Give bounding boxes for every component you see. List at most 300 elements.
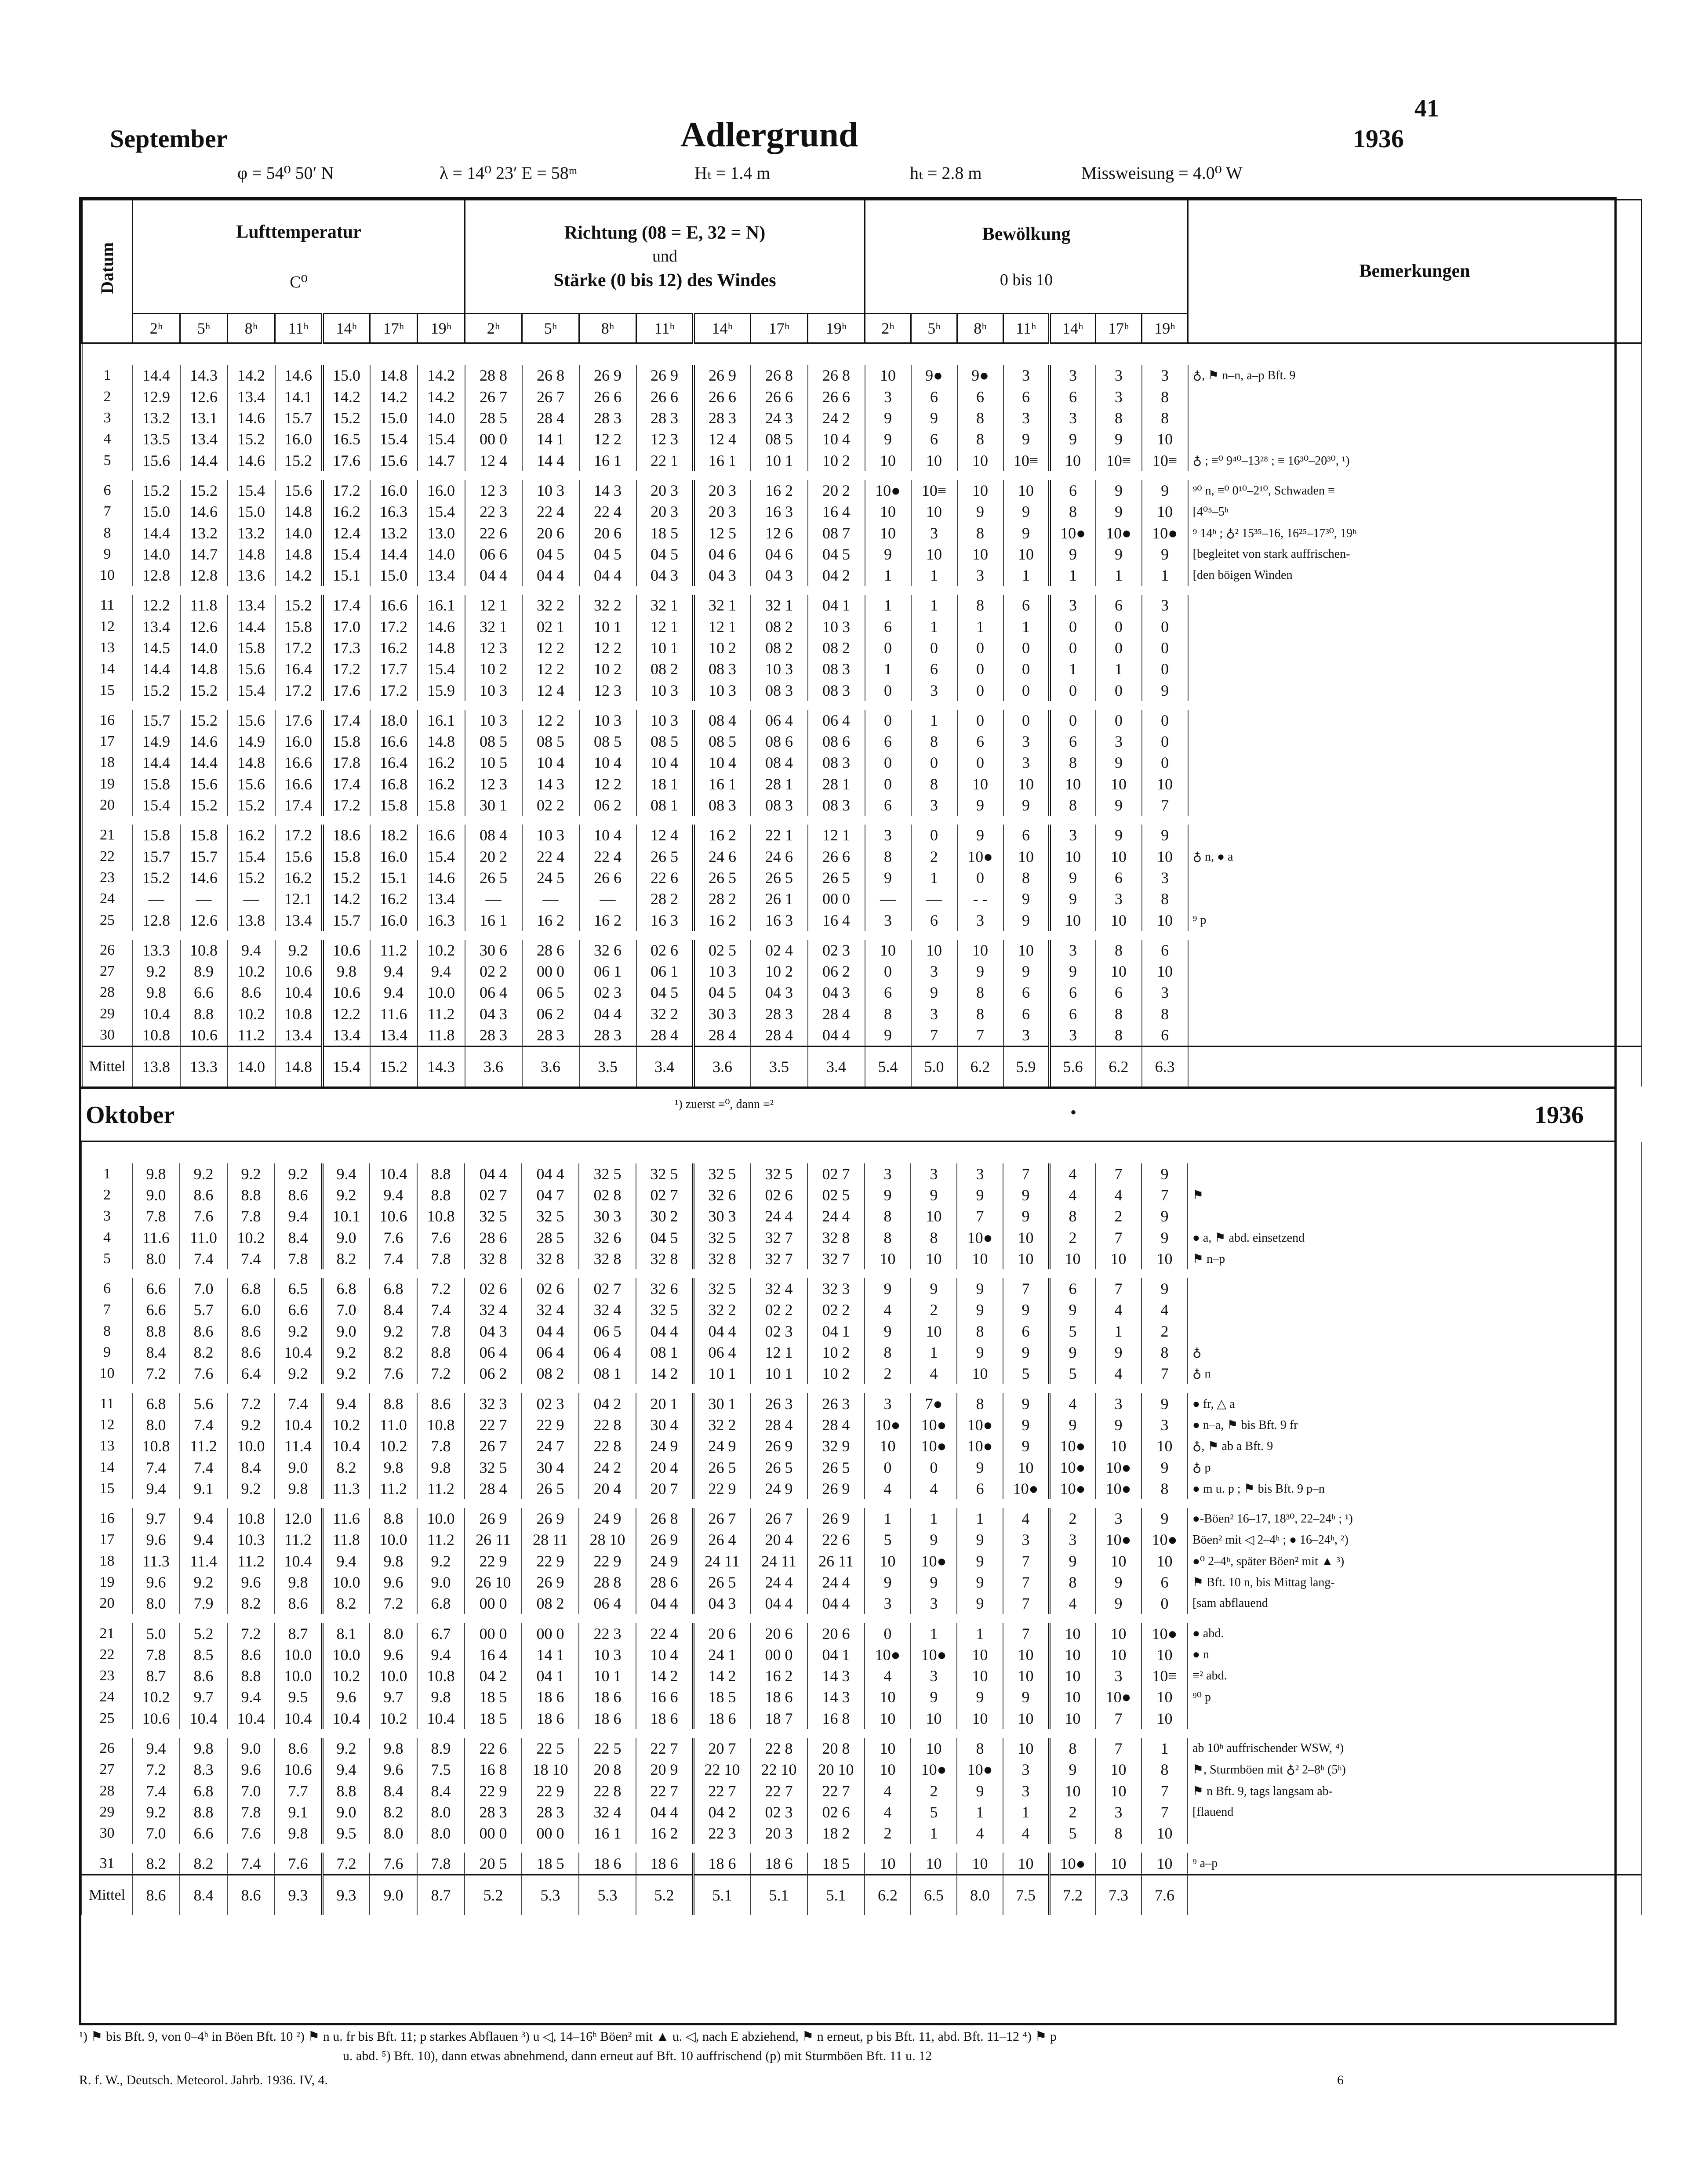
temperature-cell: 14.4 (180, 450, 228, 471)
cloud-cell: 8 (1049, 1738, 1095, 1759)
mean-cell: 15.4 (323, 1047, 370, 1087)
temperature-cell: 11.0 (180, 1227, 227, 1248)
temp-hour-header: 8ʰ (228, 314, 275, 343)
wind-cell: 06 4 (465, 1342, 522, 1363)
temperature-cell: 10.8 (133, 1025, 180, 1047)
temperature-cell: 15.4 (323, 544, 370, 565)
temperature-cell: 9.8 (370, 1551, 417, 1572)
october-header (81, 1087, 1614, 1142)
temperature-cell: 7.0 (132, 1823, 180, 1844)
cloud-cell: 9 (1003, 1686, 1049, 1708)
table-row (82, 616, 1642, 637)
temperature-cell: 14.2 (370, 386, 418, 407)
gap-cell (82, 1499, 1641, 1508)
mean-cell: 5.6 (1050, 1047, 1096, 1087)
wind-cell: 10 4 (636, 752, 694, 773)
temperature-cell: 9.8 (132, 1163, 180, 1185)
temperature-cell: 8.8 (370, 1393, 417, 1414)
cloud-cell: 10 (1142, 961, 1188, 982)
temperature-cell: 7.8 (227, 1802, 275, 1823)
cloud-cell: 7 (1003, 1163, 1049, 1185)
footnote-line-1: ¹) ⚑ bis Bft. 9, von 0–4ʰ in Böen Bft. 10 ²) ⚑ n u. fr bis Bft. 11; p starkes Abflauen ³) u ◁, 14–16ʰ Böen² mit ▲ u. ◁, nach E abziehend, ⚑ n erneut, p bis Bft. 11, abd. Bft. 11–12 ⁴) ⚑ p (79, 2029, 1057, 2044)
wind-cell: 06 4 (751, 710, 808, 731)
cloud-cell: 4 (1095, 1299, 1141, 1320)
day-cell: 3 (82, 1206, 132, 1227)
wind-cell: 08 2 (751, 637, 808, 658)
cloud-cell: 0 (1003, 680, 1050, 701)
wind-cell: 24 2 (808, 407, 865, 429)
cloud-cell: 3 (911, 1003, 957, 1025)
wind-cell: 04 5 (636, 982, 694, 1003)
wind-hour-header: 17ʰ (751, 314, 808, 343)
table-row (82, 1206, 1641, 1227)
wind-cell: 16 4 (808, 501, 865, 522)
september-footnote: ¹) zuerst ≡⁰, dann ≡² (675, 1097, 774, 1112)
temperature-cell: 14.8 (418, 637, 465, 658)
temperature-cell: 12.4 (323, 522, 370, 543)
wind-cell: 08 3 (808, 658, 865, 680)
temperature-cell: 14.6 (228, 407, 275, 429)
wind-cell: 18 2 (807, 1823, 865, 1844)
temperature-cell: 13.2 (370, 522, 418, 543)
temperature-cell: 11.6 (132, 1227, 180, 1248)
wind-cell: 04 4 (636, 1802, 693, 1823)
temperature-cell: 17.2 (323, 658, 370, 680)
temperature-cell: 6.6 (132, 1278, 180, 1299)
day-cell: 25 (82, 1708, 132, 1729)
wind-cell: 28 6 (522, 940, 579, 961)
gap-cell (82, 701, 1642, 710)
cloud-cell: 4 (911, 1363, 957, 1384)
cloud-cell: 2 (1049, 1508, 1095, 1529)
wind-cell: 24 6 (694, 846, 751, 867)
wind-cell: 12 3 (636, 429, 694, 450)
cloud-cell: 10● (1141, 1623, 1188, 1644)
temperature-cell: 11.6 (370, 1003, 418, 1025)
wind-cell: 04 4 (465, 565, 522, 586)
cloud-cell: 9 (957, 1342, 1003, 1363)
group-gap-row (82, 1499, 1641, 1508)
cloud-cell: 10 (1096, 909, 1142, 930)
year-title: 1936 (1353, 124, 1404, 153)
wind-cell: 04 3 (465, 1321, 522, 1342)
cloud-cell: 9 (865, 429, 911, 450)
wind-cell: 00 0 (465, 1593, 522, 1614)
temperature-cell: 16.0 (370, 846, 418, 867)
temperature-cell: 9.1 (180, 1478, 227, 1499)
cloud-cell: 10● (1141, 1529, 1188, 1550)
temperature-cell: 9.4 (370, 961, 418, 982)
temperature-cell: 6.8 (132, 1393, 180, 1414)
temperature-cell: 9.4 (418, 961, 465, 982)
remark-cell: ⁹ p (1188, 909, 1642, 930)
cloud-cell: 7 (1095, 1227, 1141, 1248)
cloud-cell: 9 (1050, 544, 1096, 565)
mean-cell: 8.0 (957, 1875, 1003, 1915)
cloud-cell: 8 (911, 1227, 957, 1248)
day-cell: 2 (82, 386, 133, 407)
temperature-cell: 5.6 (180, 1393, 227, 1414)
mean-cell: 5.3 (579, 1875, 636, 1915)
table-row (82, 637, 1642, 658)
day-cell: 23 (82, 867, 133, 888)
cloud-cell: 9 (1050, 961, 1096, 982)
temperature-cell: 15.7 (275, 407, 323, 429)
cloud-cell: 10 (865, 365, 911, 386)
wind-cell: 24 9 (693, 1435, 750, 1457)
wind-cell: 22 4 (522, 846, 579, 867)
cloud-cell: 10 (911, 940, 957, 961)
table-row (82, 1508, 1641, 1529)
remark-cell: [flauend (1188, 1802, 1641, 1823)
temperature-cell: 13.5 (133, 429, 180, 450)
remark-cell (1188, 1708, 1641, 1729)
table-row (82, 480, 1642, 501)
remark-cell (1188, 1299, 1641, 1320)
table-row (82, 1457, 1641, 1478)
cloud-cell: 0 (911, 825, 957, 846)
cloud-cell: 10 (1142, 909, 1188, 930)
remark-cell (1188, 680, 1642, 701)
temperature-cell: 8.4 (227, 1457, 275, 1478)
wind-cell: 08 2 (808, 637, 865, 658)
cloud-cell: 10 (911, 1206, 957, 1227)
cloud-cell: 6 (1141, 1572, 1188, 1593)
temperature-cell: 9.0 (322, 1802, 370, 1823)
temperature-cell: 8.8 (180, 1003, 228, 1025)
wind-cell: 00 0 (465, 429, 522, 450)
day-cell: 7 (82, 1299, 132, 1320)
wind-cell: 10 4 (579, 752, 636, 773)
temp-hour-header: 2ʰ (133, 314, 180, 343)
temperature-cell: 12.9 (133, 386, 180, 407)
temperature-cell: 9.6 (370, 1572, 417, 1593)
table-row (82, 1708, 1641, 1729)
cloud-cell: 10● (1095, 1478, 1141, 1499)
temperature-cell: 9.0 (417, 1572, 465, 1593)
wind-cell: 06 2 (808, 961, 865, 982)
temperature-cell: 18.6 (323, 825, 370, 846)
cloud-cell: 3 (957, 909, 1003, 930)
wind-cell: 02 7 (465, 1185, 522, 1206)
temperature-cell: 14.4 (133, 752, 180, 773)
temperature-cell: 12.8 (180, 565, 228, 586)
day-cell: 18 (82, 752, 133, 773)
cloud-cell: 1 (1003, 616, 1050, 637)
wind-cell: 02 3 (808, 940, 865, 961)
temperature-cell: 7.2 (132, 1363, 180, 1384)
temperature-cell: 17.2 (275, 680, 323, 701)
day-cell: 10 (82, 565, 133, 586)
temperature-cell: 9.8 (323, 961, 370, 982)
wind-cell: 28 10 (579, 1529, 636, 1550)
cloud-cell: 8 (1141, 1342, 1188, 1363)
cloud-cell: 0 (911, 637, 957, 658)
wind-cell: 04 2 (465, 1665, 522, 1686)
wind-cell: 22 7 (636, 1738, 693, 1759)
cloud-cell: - - (957, 888, 1003, 909)
wind-cell: 08 3 (808, 752, 865, 773)
cloud-cell: 6 (865, 731, 911, 752)
wind-cell: 26 11 (465, 1529, 522, 1550)
temperature-cell: 15.4 (228, 680, 275, 701)
group-gap-row (82, 816, 1642, 825)
remark-cell (1188, 1278, 1641, 1299)
temperature-cell: 9.4 (180, 1508, 227, 1529)
temperature-cell: 12.6 (180, 616, 228, 637)
temperature-cell: 17.4 (323, 710, 370, 731)
temperature-cell: 10.6 (180, 1025, 228, 1047)
temperature-cell: 9.4 (322, 1551, 370, 1572)
cloud-cell: 7 (1003, 1593, 1049, 1614)
temperature-cell: 15.1 (370, 867, 418, 888)
mean-remark-cell (1188, 1047, 1642, 1087)
temperature-cell: 9.2 (417, 1551, 465, 1572)
temperature-cell: 9.2 (322, 1342, 370, 1363)
cloud-cell: 10 (865, 1738, 911, 1759)
group-gap-row (82, 1269, 1641, 1278)
table-row (82, 1802, 1641, 1823)
temperature-cell: 14.8 (228, 752, 275, 773)
cloud-cell: 9 (957, 1185, 1003, 1206)
cloud-cell: 1 (865, 1508, 911, 1529)
temperature-cell: 14.7 (418, 450, 465, 471)
temperature-cell: 6.6 (180, 1823, 227, 1844)
temperature-cell: 13.3 (133, 940, 180, 961)
remark-cell (1188, 658, 1642, 680)
temperature-cell: 7.8 (275, 1248, 322, 1269)
cloud-cell: 9 (1003, 1206, 1049, 1227)
cloud-cell: 6 (865, 795, 911, 816)
temperature-cell: 7.8 (132, 1644, 180, 1665)
temperature-cell: 8.6 (180, 1665, 227, 1686)
cloud-cell: 9 (1003, 909, 1050, 930)
table-row (82, 1163, 1641, 1185)
remark-cell (1188, 940, 1642, 961)
temperature-cell: 7.5 (417, 1759, 465, 1780)
wind-cell: 22 5 (522, 1738, 579, 1759)
day-cell: 28 (82, 982, 133, 1003)
wind-cell: 26 9 (465, 1508, 522, 1529)
temperature-cell: 15.8 (370, 795, 418, 816)
cloud-cell: 4 (1095, 1363, 1141, 1384)
cloud-cell: 10 (1141, 1686, 1188, 1708)
temperature-cell: 12.6 (180, 386, 228, 407)
cloud-cell: 8 (865, 846, 911, 867)
cloud-cell: 10 (1095, 1853, 1141, 1875)
cloud-cell: 10 (1095, 1759, 1141, 1780)
wind-cell: 06 1 (636, 961, 694, 982)
table-row (82, 1393, 1641, 1414)
temperature-cell: 8.8 (180, 1802, 227, 1823)
wind-cell: 16 2 (750, 1665, 807, 1686)
wind-cell: 12 6 (751, 522, 808, 543)
wind-cell: 24 4 (750, 1206, 807, 1227)
mean-row (82, 1047, 1642, 1087)
wind-cell: 30 4 (522, 1457, 579, 1478)
wind-cell: 08 2 (751, 616, 808, 637)
cloud-cell: 0 (1141, 1593, 1188, 1614)
cloud-cell: 9 (1050, 429, 1096, 450)
temperature-cell: 8.8 (132, 1321, 180, 1342)
wind-cell: 20 3 (694, 501, 751, 522)
temperature-cell: 14.2 (228, 365, 275, 386)
temperature-cell: 9.8 (417, 1457, 465, 1478)
wind-cell: 10 3 (694, 961, 751, 982)
wind-cell: 26 8 (808, 365, 865, 386)
temperature-cell: 7.8 (417, 1435, 465, 1457)
temperature-cell: 8.3 (180, 1759, 227, 1780)
cloud-cell: 0 (957, 710, 1003, 731)
wind-cell: 02 3 (579, 982, 636, 1003)
wind-cell: 32 1 (636, 595, 694, 616)
october-year: 1936 (1534, 1101, 1584, 1129)
cloud-cell: 10 (1049, 1644, 1095, 1665)
temperature-cell: 10.0 (370, 1665, 417, 1686)
temperature-cell: 10.8 (180, 940, 228, 961)
temperature-cell: 10.2 (322, 1665, 370, 1686)
table-row (82, 774, 1642, 795)
wind-cell: 22 3 (693, 1823, 750, 1844)
cloud-cell: 10 (911, 544, 957, 565)
temperature-cell: 8.2 (322, 1593, 370, 1614)
wind-cell: 24 11 (750, 1551, 807, 1572)
temperature-cell: 13.4 (418, 565, 465, 586)
table-row (82, 1227, 1641, 1248)
temperature-cell: 16.2 (228, 825, 275, 846)
cloud-cell: 9 (1049, 1759, 1095, 1780)
remark-cell (1188, 595, 1642, 616)
temperature-cell: 14.5 (133, 637, 180, 658)
temperature-cell: 11.2 (417, 1529, 465, 1550)
wind-cell: 32 1 (465, 616, 522, 637)
wind-cell: 32 5 (636, 1163, 693, 1185)
wind-cell: 26 6 (579, 386, 636, 407)
wind-cell: 26 5 (522, 1478, 579, 1499)
day-cell: 26 (82, 940, 133, 961)
wind-cell: 16 4 (465, 1644, 522, 1665)
table-row (82, 1781, 1641, 1802)
wind-cell: 22 8 (579, 1781, 636, 1802)
cloud-cell: 7 (1095, 1708, 1141, 1729)
cloud-cell: 4 (865, 1478, 911, 1499)
wind-cell: 22 9 (522, 1551, 579, 1572)
temp-hour-header: 17ʰ (370, 314, 418, 343)
cloud-cell: 6 (1050, 982, 1096, 1003)
cloud-cell: 3 (911, 522, 957, 543)
cloud-cell: 6 (1003, 386, 1050, 407)
cloud-cell: 6 (1003, 825, 1050, 846)
remark-cell: ⁹ a–p (1188, 1853, 1641, 1875)
wind-cell: 16 6 (636, 1686, 693, 1708)
temperature-cell: 8.1 (322, 1623, 370, 1644)
temperature-cell: 7.0 (227, 1781, 275, 1802)
wind-cell: 00 0 (522, 1823, 579, 1844)
temperature-cell: 11.2 (370, 1478, 417, 1499)
temperature-cell: 8.2 (180, 1342, 227, 1363)
temperature-cell: 7.2 (417, 1278, 465, 1299)
day-cell: 8 (82, 1321, 132, 1342)
wind-cell: 24 4 (750, 1572, 807, 1593)
temperature-cell: 7.4 (227, 1853, 275, 1875)
cloud-cell: 9 (911, 407, 957, 429)
remark-cell: ab 10ʰ auffrischender WSW, ⁴) (1188, 1738, 1641, 1759)
temperature-cell: 8.0 (417, 1802, 465, 1823)
cloud-cell: 10● (1049, 1478, 1095, 1499)
remark-cell: ● n (1188, 1644, 1641, 1665)
day-cell: 15 (82, 1478, 132, 1499)
wind-cell: 08 3 (694, 795, 751, 816)
wind-cell: 04 6 (694, 544, 751, 565)
temperature-cell: 8.6 (180, 1321, 227, 1342)
wind-cell: 24 9 (579, 1508, 636, 1529)
wind-cell: 32 7 (807, 1248, 865, 1269)
footnote-line-2: u. abd. ⁵) Bft. 10), dann etwas abnehmend, dann erneut auf Bft. 10 auffrischend (p) mit Sturmböen Bft. 11 u. 12 (343, 2048, 932, 2063)
wind-cell: 10 4 (808, 429, 865, 450)
temperature-cell: 15.6 (228, 710, 275, 731)
wind-cell: 32 4 (465, 1299, 522, 1320)
group-gap-row (82, 1729, 1641, 1738)
temperature-cell: 9.0 (132, 1185, 180, 1206)
wind-cell: 24 3 (751, 407, 808, 429)
temperature-cell: 14.4 (180, 752, 228, 773)
temperature-cell: 11.2 (180, 1435, 227, 1457)
wind-cell: 24 5 (522, 867, 579, 888)
wind-cell: 28 4 (750, 1414, 807, 1435)
temperature-cell: 7.4 (275, 1393, 322, 1414)
wind-cell: 22 10 (693, 1759, 750, 1780)
temperature-cell: 14.8 (418, 731, 465, 752)
wind-cell: 32 2 (693, 1414, 750, 1435)
cloud-cell: 7 (1141, 1781, 1188, 1802)
cloud-hour-header: 14ʰ (1050, 314, 1096, 343)
cloud-cell: 10● (865, 480, 911, 501)
table-row (82, 752, 1642, 773)
remark-cell: ⚑, Sturmböen mit ♁² 2–8ʰ (5ʰ) (1188, 1759, 1641, 1780)
cloud-cell: 4 (1095, 1185, 1141, 1206)
cloud-cell: 10 (911, 1321, 957, 1342)
cloud-cell: 9● (911, 365, 957, 386)
wind-cell: 20 2 (465, 846, 522, 867)
temperature-cell: 15.6 (228, 658, 275, 680)
cloud-cell: 3 (1003, 1025, 1050, 1047)
temperature-cell: 17.8 (323, 752, 370, 773)
temperature-cell: 17.2 (275, 825, 323, 846)
wind-cell: 32 5 (579, 1163, 636, 1185)
wind-cell: 16 8 (807, 1708, 865, 1729)
cloud-cell: 10● (1095, 1686, 1141, 1708)
wind-cell: 28 4 (465, 1478, 522, 1499)
cloud-cell: 9 (1003, 1414, 1049, 1435)
cloud-cell: 2 (865, 1823, 911, 1844)
temperature-cell: 9.8 (133, 982, 180, 1003)
wind-cell: 12 2 (579, 637, 636, 658)
wind-cell: 02 2 (465, 961, 522, 982)
day-cell: 21 (82, 1623, 132, 1644)
day-cell: 14 (82, 1457, 132, 1478)
wind-cell: 16 2 (694, 825, 751, 846)
cloud-cell: 10 (1095, 1551, 1141, 1572)
temperature-cell: 10.6 (323, 982, 370, 1003)
cloud-cell: 1 (865, 658, 911, 680)
table-row (82, 1299, 1641, 1320)
cloud-cell: 4 (865, 1781, 911, 1802)
wind-cell: 04 3 (465, 1003, 522, 1025)
cloud-cell: 10 (911, 1738, 957, 1759)
datum-header: Datum (82, 200, 133, 343)
temperature-cell: 15.4 (228, 846, 275, 867)
temperature-cell: 8.2 (370, 1342, 417, 1363)
